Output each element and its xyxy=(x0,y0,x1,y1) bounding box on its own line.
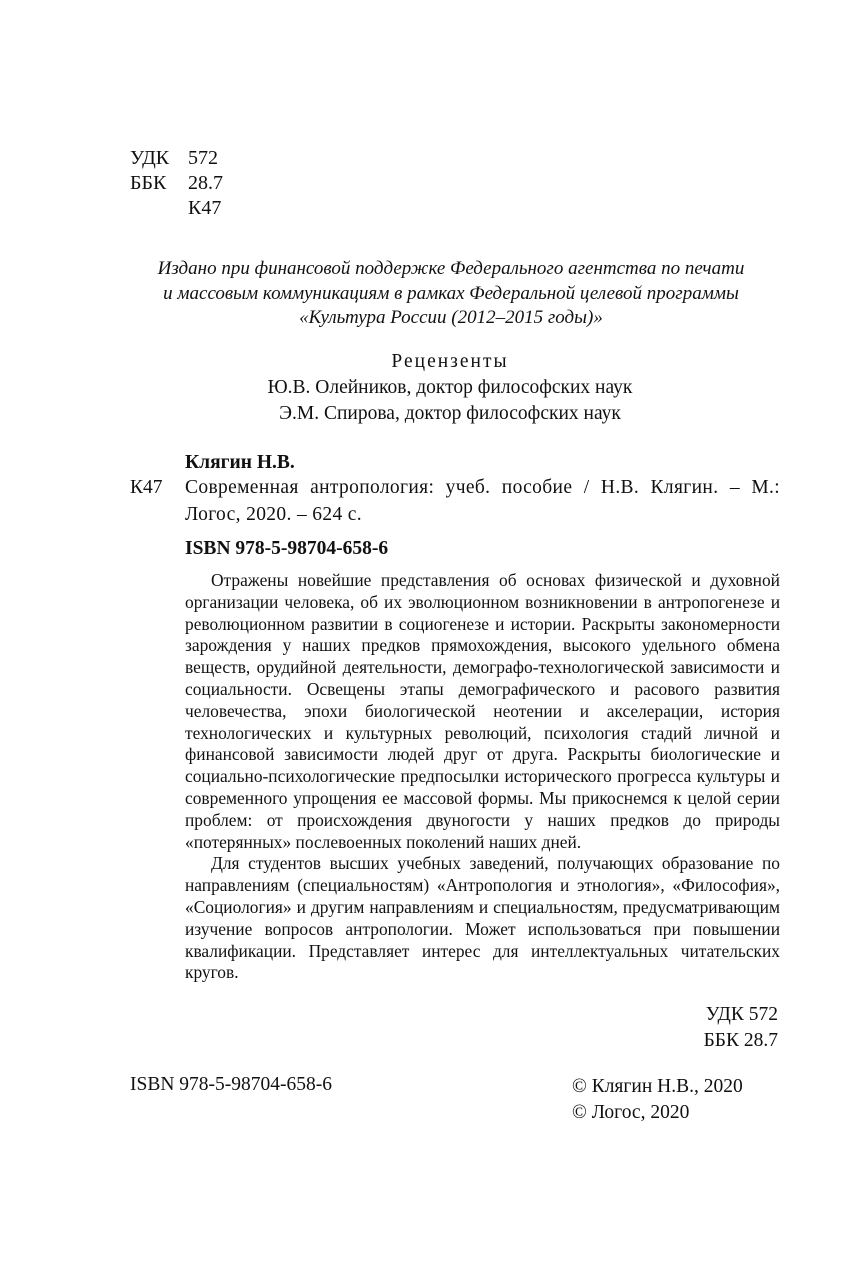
funding-note xyxy=(120,257,782,331)
annotation xyxy=(185,570,780,984)
author-sign-label xyxy=(130,196,188,221)
isbn-footer: ISBN 978-5-98704-658-6 xyxy=(130,1074,333,1095)
author-sign-row xyxy=(130,196,223,221)
classification-codes xyxy=(130,146,223,221)
bbk-label: ББК xyxy=(130,172,167,194)
bottom-udk: УДК 572 xyxy=(705,1004,778,1025)
annotation-paragraph: Для студентов высших учебных заведений, получающих образование по направлениям (специальностям) «Антропология и этнология», «Философия», «Социология» и другим направлениям и специальностям, предусматривающим изучение вопросов антропологии. Может использоваться при повышении квалификации. Представляет интерес для интеллектуальных читательских кругов. xyxy=(185,853,780,983)
isbn-heading: ISBN 978-5-98704-658-6 xyxy=(185,538,389,559)
udk-value: 572 xyxy=(188,147,218,169)
annotation-paragraph: Отражены новейшие представления об основах физической и духовной организации человека, об их эволюционном возникновении в антропогенезе и революционном развитии в социогенезе и истории. Раскрыты закономерности зарождения у наших предков прямохождения, высокого удельного обмена веществ, орудийной деятельности, демографо-технологической зависимости и социальности. Освещены этапы демографического и расового развития человечества, эпохи биологической неотении и акселерации, история технологических и культурных революций, психология стадий личной и финансовой зависимости людей друг от друга. Раскрыты биологические и социально-психологические предпосылки исторического прогресса культуры и современного упрощения ее массовой формы. Мы прикоснемся к целой серии проблем: от происхождения двуногости у наших предков до природы «потерянных» послевоенных поколений наших дней. xyxy=(185,570,780,852)
bibliographic-description xyxy=(185,474,780,528)
bbk-value: 28.7 xyxy=(188,172,223,194)
udk-label: УДК xyxy=(130,147,170,169)
udk-row xyxy=(130,146,223,171)
bottom-classification-codes xyxy=(600,1002,778,1054)
bottom-bbk: ББК 28.7 xyxy=(703,1030,778,1051)
reviewer-line: Э.М. Спирова, доктор философских наук xyxy=(279,403,621,424)
funding-line: Издано при финансовой поддержке Федерального агентства по печати xyxy=(157,258,745,279)
funding-line: «Культура России (2012–2015 годы)» xyxy=(299,307,603,328)
author-sign-value: К47 xyxy=(188,197,222,219)
funding-line: и массовым коммуникациям в рамках Федеральной целевой программы xyxy=(163,282,739,304)
reviewer-line: Ю.В. Олейников, доктор философских наук xyxy=(267,377,633,398)
author-mark: К47 xyxy=(130,477,163,498)
reviewers-block xyxy=(185,349,715,427)
copyright-publisher: © Логос, 2020 xyxy=(572,1102,690,1123)
bbk-row xyxy=(130,171,223,196)
author-name: Клягин Н.В. xyxy=(185,452,295,473)
reviewers-heading: Рецензенты xyxy=(391,351,509,372)
bibliographic-text: Современная антропология: учеб. пособие / Н.В. Клягин. – М.: Логос, 2020. – 624 с. xyxy=(185,477,780,525)
copyright-author: © Клягин Н.В., 2020 xyxy=(572,1076,743,1097)
copyright-block xyxy=(572,1074,743,1126)
